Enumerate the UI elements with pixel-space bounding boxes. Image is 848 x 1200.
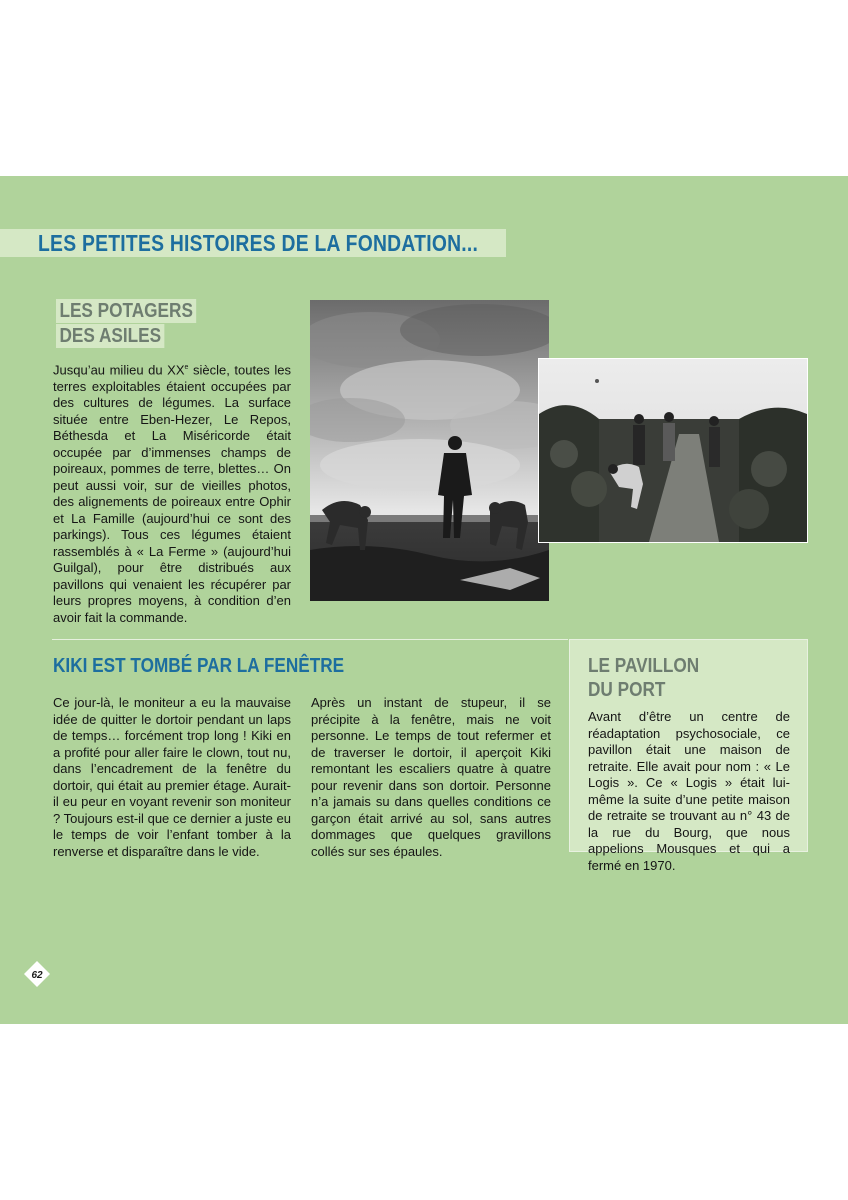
section-title-line: LES POTAGERS — [56, 299, 196, 323]
photo-field-workers-sky — [310, 300, 549, 601]
pavillon-paragraph: Avant d’être un centre de réadaptation psychosociale, ce pavillon était une maison de retraite. Elle avait pour nom : « Le Logis ». Ce « Logis » était lui-même la suite d’une petite maison de retraite se trouvant au n° 43 de la rue du Bourg, que nous appelions Mousques et qui a fermé en 1970. — [588, 709, 790, 873]
main-title: LES PETITES HISTOIRES DE LA FONDATION... — [38, 230, 479, 256]
photo-garden-workers — [538, 358, 808, 543]
kiki-paragraph-col1: Ce jour-là, le moniteur a eu la mauvaise idée de quitter le dortoir pendant un laps de temps… forcément trop long ! Kiki en a profité pour aller faire le clown, tout nu, dans l’encadrement de la fenêtre du dortoir, qui était au premier étage. Aurait-il eu peur en voyant revenir son moniteur ? Toujours est-il que ce dernier a juste eu le temps de voir l’enfant tomber à la renverse et disparaître dans le vide. — [53, 695, 291, 859]
page-number-badge — [24, 961, 50, 987]
section-title-kiki: KIKI EST TOMBÉ PAR LA FENÊTRE — [53, 655, 345, 677]
paragraph-text: Jusqu’au milieu du XX — [53, 362, 185, 378]
superscript: e — [184, 364, 189, 371]
paragraph-text: siècle, toutes les terres exploitables étaient occupées par des cultures de légumes. La surface située entre Eben-Hezer, Le Repos, Béthesda et La Miséricorde était occupée par d’immenses champs de poireaux, pommes de terre, blettes… On peut aussi voir, sur de vieilles photos, des alignements de poireaux entre Ophir et La Famille (aujourd’hui ce sont des parkings). Tous ces légumes étaient rassemblés à « La Ferme » (aujourd’hui Guilgal), pour être distribués aux pavillons qui venaient les récupérer par leurs propres moyens, à condition d’en avoir fait la commande. — [53, 362, 291, 625]
section-divider — [52, 639, 568, 640]
section-title-line: DU PORT — [588, 679, 666, 701]
section-title-pavillon — [588, 654, 699, 702]
section-title-line: LE PAVILLON — [588, 655, 700, 677]
section-title-line: DES ASILES — [56, 324, 165, 348]
potagers-paragraph — [53, 360, 291, 626]
section-title-potagers — [56, 299, 196, 349]
kiki-paragraph-col2: Après un instant de stupeur, il se précipite à la fenêtre, mais ne voit personne. Le temps de tout refermer et de traverser le dortoir, il aperçoit Kiki remontant les escaliers quatre à quatre pour revenir dans son dortoir. Personne n’a jamais su dans quelles conditions ce garçon était arrivé au sol, sans autres dommages que quelques gravillons collés sur ses épaules. — [311, 695, 551, 859]
page-number: 62 — [31, 970, 43, 981]
